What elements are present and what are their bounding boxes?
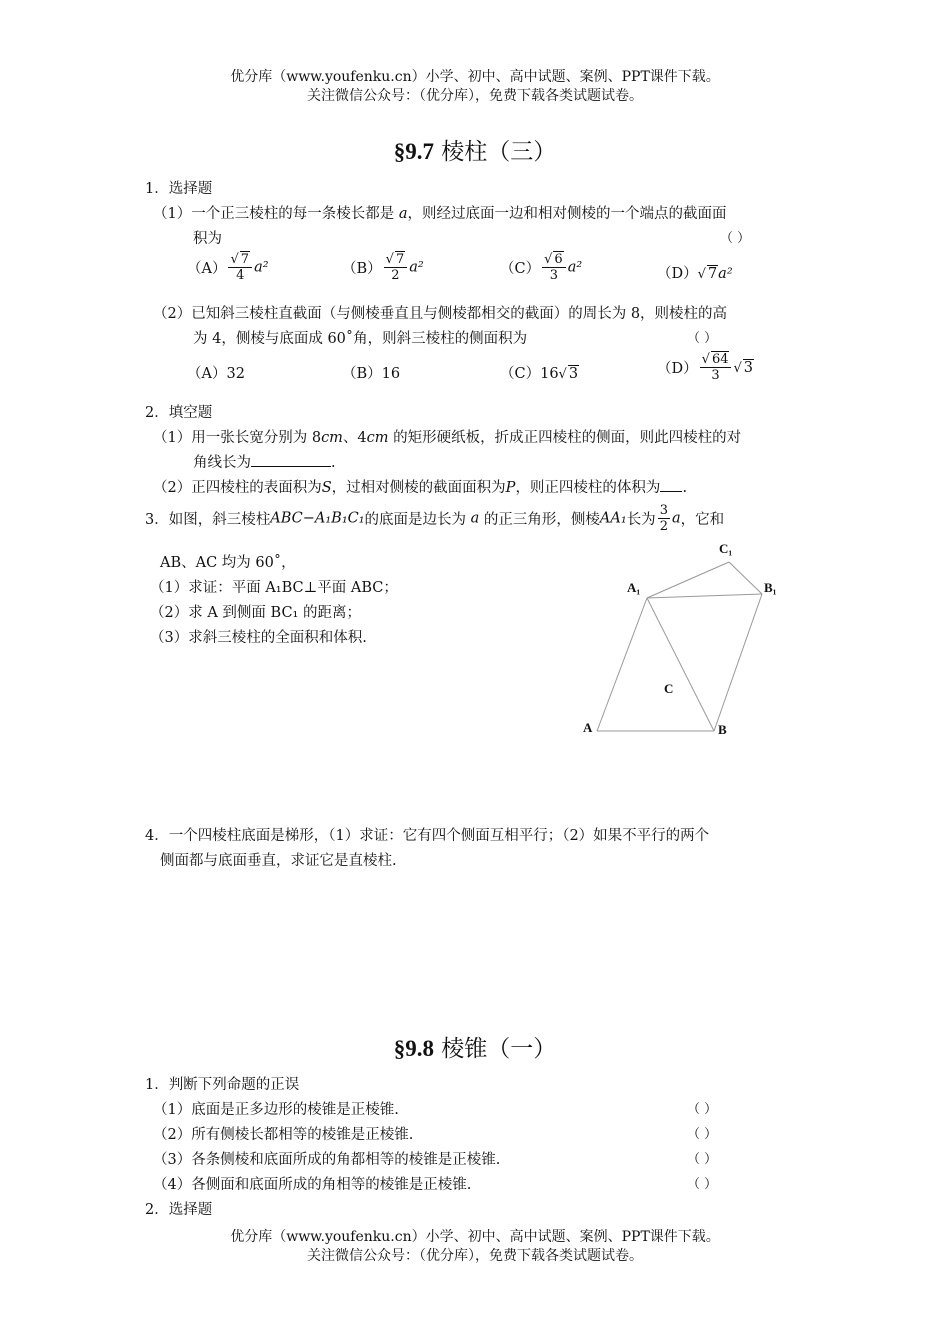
edge-a1c1 xyxy=(647,562,729,598)
q2-2-part-c: ，则正四棱柱的体积为 xyxy=(515,480,661,496)
q3-sub-3: （3）求斜三棱柱的全面积和体积. xyxy=(150,630,367,646)
q3-part-c: 的正三角形，侧棱 xyxy=(483,512,600,528)
edge-c1b1 xyxy=(729,562,762,594)
var-a: a xyxy=(470,510,480,527)
q3-part-a: 3．如图，斜三棱柱 xyxy=(145,512,271,528)
option-b-num: 7 xyxy=(395,252,405,267)
option-d-rad: 7 xyxy=(707,266,718,282)
option-b-label: （B） xyxy=(342,261,382,277)
s2-q2-title: 2．选择题 xyxy=(145,1202,213,1218)
unit-cm: cm xyxy=(366,430,389,446)
option-d-label: （D） xyxy=(657,361,698,377)
q2-1-text xyxy=(153,426,741,447)
option-c: （C）16√ 3 xyxy=(500,366,579,382)
unit-cm: cm xyxy=(321,430,343,446)
option-d-label: （D） xyxy=(657,266,698,282)
period: . xyxy=(331,455,336,471)
section-title-9-7 xyxy=(0,133,950,166)
q3-edge: AA₁ xyxy=(599,510,627,527)
option-c-a2: a² xyxy=(567,259,583,276)
option-a: （A）32 xyxy=(187,366,245,382)
label-c: C xyxy=(664,681,674,696)
header-line-2: 关注微信公众号：（优分库），免费下载各类试题试卷。 xyxy=(307,88,643,104)
q3-part-e: ，它和 xyxy=(680,512,725,528)
q1-1-part-a: （1）一个正三棱柱的每一条棱长都是 xyxy=(153,206,395,222)
answer-bracket: （ ） xyxy=(687,331,718,346)
option-a-label: （A） xyxy=(187,261,227,277)
edge-a1b xyxy=(647,598,714,731)
edge-aa1 xyxy=(597,598,647,731)
q1-2-text: （2）已知斜三棱柱直截面（与侧棱垂直且与侧棱都相交的截面）的周长为 8，则棱柱的高 xyxy=(153,306,728,322)
section-name: 棱柱（三） xyxy=(441,139,557,165)
option-a-a2: a² xyxy=(254,259,269,276)
label-b: B xyxy=(718,722,727,737)
option-d-num: 64 xyxy=(711,352,729,367)
option-c-label: （C） xyxy=(500,261,541,277)
var-a: a xyxy=(398,206,408,222)
s2-q1-item-3: （3）各条侧棱和底面所成的角都相等的棱锥是正棱锥. xyxy=(153,1152,501,1168)
s2-q1-item-4: （4）各侧面和底面所成的角相等的棱锥是正棱锥. xyxy=(153,1177,472,1193)
answer-blank[interactable] xyxy=(660,491,682,492)
option-c: （C） $\frac{√ 6}{3}$ a² xyxy=(500,252,583,283)
answer-bracket: （ ） xyxy=(720,231,751,246)
q1-title: 1．选择题 xyxy=(145,181,213,197)
q3-text xyxy=(145,503,724,534)
option-c-label: （C）16 xyxy=(500,366,559,382)
s2-q1-item-1: （1）底面是正多边形的棱锥是正棱锥. xyxy=(153,1102,399,1118)
section-number: §9.8 xyxy=(393,1036,434,1061)
q3-part-d: 长为 xyxy=(626,512,656,528)
q2-1-part-a: （1）用一张长宽分别为 8 xyxy=(153,430,322,446)
option-c-den: 3 xyxy=(549,268,559,283)
option-d: （D）√ 7a² xyxy=(657,266,733,282)
q2-1-part-b: 、4 xyxy=(342,430,367,446)
q4-text: 4．一个四棱柱底面是梯形，（1）求证：它有四个侧面互相平行；（2）如果不平行的两个 xyxy=(145,828,710,844)
option-b: （B） $\frac{√ 7}{2}$ a² xyxy=(342,252,424,283)
period: . xyxy=(682,480,688,496)
q1-2-text-cont: 为 4，侧棱与底面成 60˚角，则斜三棱柱的侧面积为 xyxy=(193,331,528,347)
option-a-num: 7 xyxy=(240,252,250,267)
q2-title: 2．填空题 xyxy=(145,405,213,421)
label-a: A xyxy=(583,720,593,735)
answer-bracket: （ ） xyxy=(687,1152,718,1167)
option-d-den: 3 xyxy=(711,368,720,383)
s2-q1-title: 1．判断下列命题的正误 xyxy=(145,1077,300,1093)
q2-2-part-a: （2）正四棱柱的表面积为 xyxy=(153,480,322,496)
edge-a1b1 xyxy=(647,594,762,598)
var-s: S xyxy=(321,480,332,496)
q2-2-text xyxy=(153,476,687,497)
q4-text-cont: 侧面都与底面垂直，求证它是直棱柱. xyxy=(160,853,397,869)
q3-prism: ABC−A₁B₁C₁ xyxy=(270,510,365,527)
q3-part-b: 的底面是边长为 xyxy=(364,512,467,528)
var-p: P xyxy=(505,480,516,496)
answer-bracket: （ ） xyxy=(687,1102,718,1117)
answer-bracket: （ ） xyxy=(687,1127,718,1142)
q3-frac-num: 3 xyxy=(659,503,668,518)
var-a: a xyxy=(671,510,681,527)
label-b1: B₁ xyxy=(764,580,777,595)
q2-2-part-b: ，过相对侧棱的截面面积为 xyxy=(331,480,506,496)
option-b: （B）16 xyxy=(342,366,401,382)
q2-1-part-c: 的矩形硬纸板，折成正四棱柱的侧面，则此四棱柱的对 xyxy=(388,430,742,446)
s2-q1-item-2: （2）所有侧棱长都相等的棱锥是正棱锥. xyxy=(153,1127,414,1143)
q3-frac-den: 2 xyxy=(659,519,668,534)
q3-text-cont: AB、AC 均为 60˚， xyxy=(160,555,296,571)
footer-line-2: 关注微信公众号：（优分库），免费下载各类试题试卷。 xyxy=(307,1248,643,1264)
section-name: 棱锥（一） xyxy=(441,1036,557,1062)
section-number: §9.7 xyxy=(393,139,434,164)
option-a-den: 4 xyxy=(236,268,245,283)
option-c-num: 6 xyxy=(554,252,563,267)
header-line-1: 优分库（www.youfenku.cn）小学、初中、高中试题、案例、PPT课件下载。 xyxy=(230,69,720,85)
q3-sub-1: （1）求证：平面 A₁BC⊥平面 ABC； xyxy=(150,580,398,596)
answer-bracket: （ ） xyxy=(687,1177,718,1192)
prism-figure xyxy=(575,535,790,745)
footer-line-1: 优分库（www.youfenku.cn）小学、初中、高中试题、案例、PPT课件下载。 xyxy=(230,1229,720,1245)
option-d-a2: a² xyxy=(718,266,733,282)
q1-1-text xyxy=(153,202,727,223)
q1-1-text-cont: 积为 xyxy=(193,231,222,247)
q2-1-part-d: 角线长为 xyxy=(193,455,251,471)
q2-1-text-cont xyxy=(193,451,336,472)
option-c-rad: 3 xyxy=(568,366,579,382)
label-c1: C₁ xyxy=(719,541,733,556)
q1-1-part-b: ，则经过底面一边和相对侧棱的一个端点的截面面 xyxy=(407,206,727,222)
answer-blank[interactable] xyxy=(251,466,331,467)
option-a: （A） $\frac{√ 7}{4}$ a² xyxy=(187,252,269,283)
edge-bb1 xyxy=(714,594,762,731)
option-b-a2: a² xyxy=(409,259,424,276)
option-d-rad: 3 xyxy=(743,359,754,376)
label-a1: A₁ xyxy=(627,580,641,595)
option-d: （D） $\frac{√ 64}{3}$ √ 3 xyxy=(657,352,754,383)
option-b-den: 2 xyxy=(391,268,400,283)
q3-sub-2: （2）求 A 到侧面 BC₁ 的距离； xyxy=(150,605,361,621)
section-title-9-8 xyxy=(0,1030,950,1063)
